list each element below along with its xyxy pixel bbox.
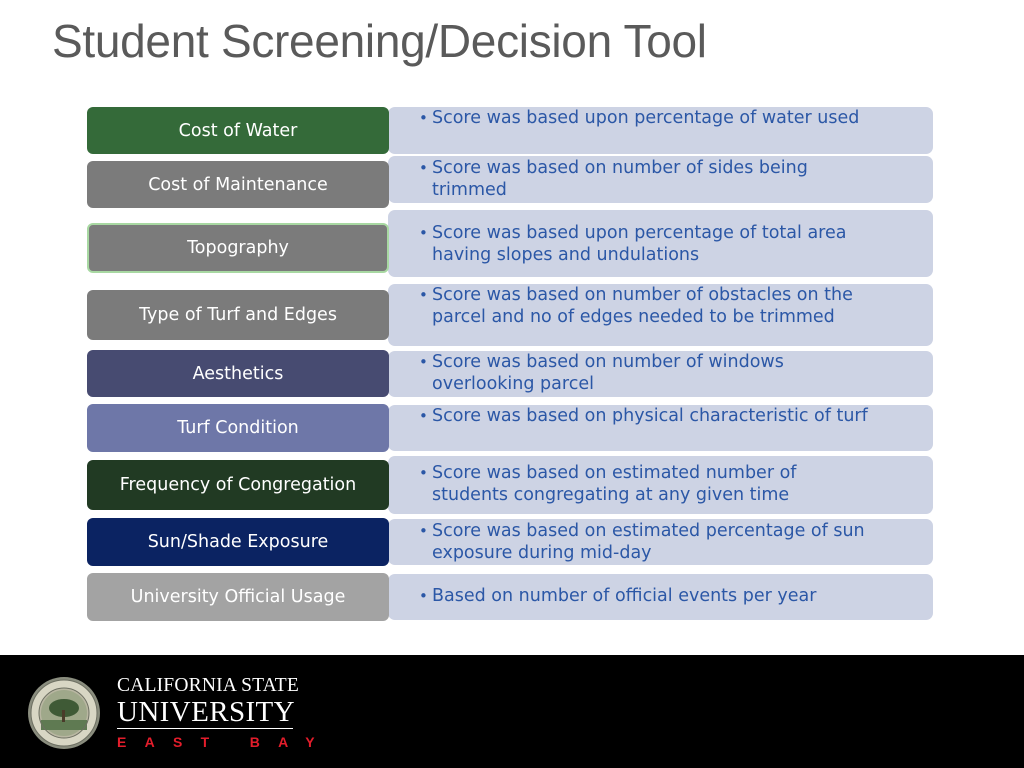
criterion-label-university-official-usage: University Official Usage [87, 573, 389, 621]
criterion-description: Score was based on number of windows overlooking parcel [432, 352, 784, 394]
criterion-description-box [388, 284, 933, 346]
criterion-label-turf-condition: Turf Condition [87, 404, 389, 452]
logo-divider [117, 728, 293, 729]
criterion-row [0, 519, 1024, 565]
criterion-description-box [388, 156, 933, 203]
footer-bar [0, 655, 1024, 768]
bullet-icon: • [419, 353, 428, 371]
logo-line-california-state: CALIFORNIA STATE [117, 675, 300, 696]
criterion-description: Based on number of official events per year [432, 586, 817, 606]
bullet-icon: • [419, 587, 428, 605]
logo-line-east-bay: EAST BAY [117, 734, 333, 750]
criterion-label-type-of-turf-and-edges: Type of Turf and Edges [87, 290, 389, 340]
criterion-description-box [388, 519, 933, 565]
criterion-description: Score was based on physical characteristic of turf [432, 406, 868, 426]
criterion-row [0, 107, 1024, 154]
criterion-label-cost-of-water: Cost of Water [87, 107, 389, 154]
bullet-icon: • [419, 109, 428, 127]
criterion-description-box [388, 456, 933, 514]
criterion-row [0, 210, 1024, 277]
criterion-description-box [388, 351, 933, 397]
bullet-icon: • [419, 159, 428, 177]
criterion-row [0, 456, 1024, 514]
bullet-icon: • [419, 407, 428, 425]
bullet-icon: • [419, 522, 428, 540]
university-seal-icon [27, 676, 101, 750]
criterion-label-aesthetics: Aesthetics [87, 350, 389, 397]
criterion-description: Score was based upon percentage of water used [432, 108, 860, 128]
logo-line-university: UNIVERSITY [117, 696, 295, 728]
criterion-description: Score was based upon percentage of total area having slopes and undulations [432, 223, 847, 265]
criterion-row [0, 284, 1024, 346]
criterion-row [0, 405, 1024, 451]
university-logo [117, 675, 333, 750]
bullet-icon: • [419, 224, 428, 242]
criterion-description-box [388, 107, 933, 154]
criterion-row [0, 574, 1024, 620]
page-title: Student Screening/Decision Tool [52, 15, 707, 67]
criterion-description: Score was based on number of sides being trimmed [432, 158, 808, 200]
criterion-row [0, 156, 1024, 203]
criterion-description-box [388, 574, 933, 620]
criterion-label-frequency-of-congregation: Frequency of Congregation [87, 460, 389, 510]
criterion-description: Score was based on number of obstacles on the parcel and no of edges needed to be trimmed [432, 285, 853, 327]
criterion-label-sun-shade-exposure: Sun/Shade Exposure [87, 518, 389, 566]
criterion-row [0, 351, 1024, 397]
bullet-icon: • [419, 286, 428, 304]
criterion-description: Score was based on estimated percentage of sun exposure during mid-day [432, 521, 865, 563]
criterion-description-box [388, 405, 933, 451]
criterion-label-cost-of-maintenance: Cost of Maintenance [87, 161, 389, 208]
criterion-label-topography: Topography [87, 223, 389, 273]
criterion-description-box [388, 210, 933, 277]
criterion-description: Score was based on estimated number of students congregating at any given time [432, 463, 797, 505]
bullet-icon: • [419, 464, 428, 482]
